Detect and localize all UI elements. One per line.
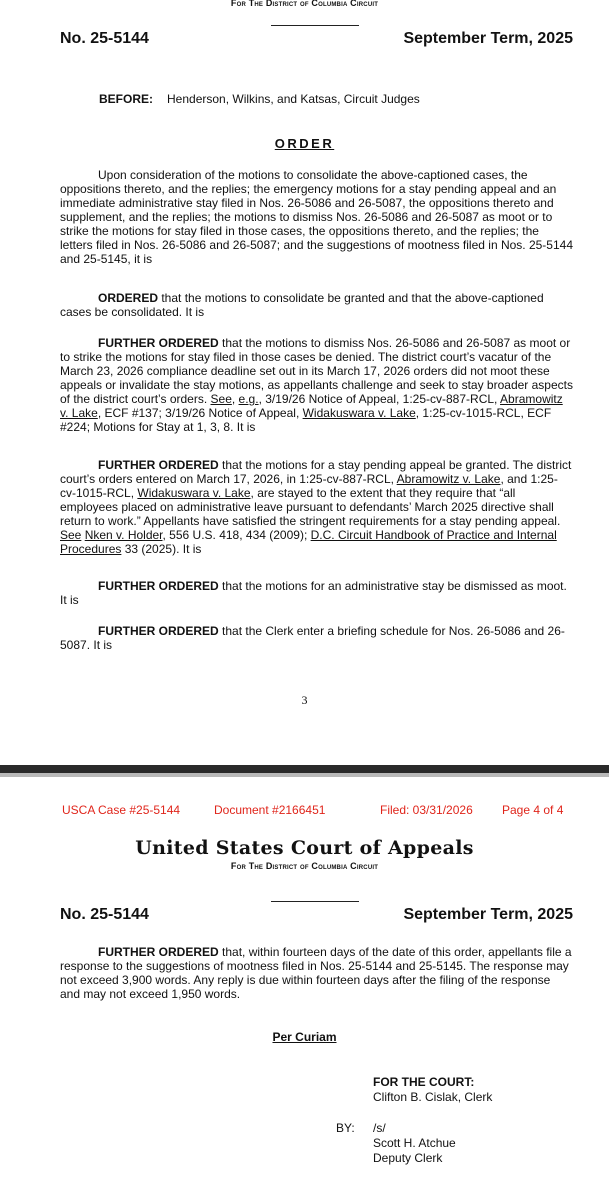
circuit-line: For The District of Columbia Circuit [230, 861, 379, 871]
page-separator [0, 765, 609, 777]
paragraph-ordered-admin-stay: FURTHER ORDERED that the motions for an administrative stay be dismissed as moot. It is [60, 579, 567, 607]
case-number: No. 25-5144 [60, 30, 149, 47]
court-title: United States Court of Appeals [135, 837, 474, 859]
paragraph-ordered-consolidate: ORDERED that the motions to consolidate be granted and that the above-captioned cases be consolidated. It is [60, 291, 544, 319]
per-curiam: Per Curiam [272, 1030, 337, 1044]
case-citation: Abramowitz v. Lake [396, 472, 501, 486]
paragraph-ordered-briefing: FURTHER ORDERED that the Clerk enter a briefing schedule for Nos. 26-5086 and 26-5087. It is [60, 624, 565, 652]
deputy-title: Deputy Clerk [373, 1151, 443, 1165]
usca-case-number: USCA Case #25-5144 [62, 803, 181, 817]
panel-judges: Henderson, Wilkins, and Katsas, Circuit Judges [167, 92, 420, 106]
circuit-line: For The District of Columbia Circuit [230, 0, 379, 8]
term: September Term, 2025 [403, 30, 573, 47]
document-page-4 [0, 790, 609, 1200]
separator-bar-dark [0, 765, 609, 773]
signature-block [373, 1075, 492, 1105]
order-title: ORDER [274, 136, 335, 151]
clerk-name: Clifton B. Cislak, Clerk [373, 1090, 493, 1104]
case-number: No. 25-5144 [60, 906, 149, 923]
page-number: 3 [301, 693, 308, 707]
term: September Term, 2025 [403, 906, 573, 923]
page-of: Page 4 of 4 [502, 803, 564, 817]
case-citation: Widakuswara v. Lake [302, 406, 416, 420]
paragraph-ordered-response: FURTHER ORDERED that, within fourteen days of the date of this order, appellants file a response to the suggestions of mootness filed in Nos. 25-5144 and 25-5145. The response may not exceed 3,900 words. Any reply is due within fourteen days after the filing of the response and may not exceed 1,950 words. [60, 945, 572, 1001]
paragraph-ordered-dismiss: FURTHER ORDERED that the motions to dismiss Nos. 26-5086 and 26-5087 as moot or to strike the motions for stay filed in those cases be denied. The district court’s vacatur of the March 23, 2026 compliance deadline set out in its March 17, 2026 orders did not moot these appeals or invalidate the stay motions, as appellants challenge and seek to stay broader aspects of the district court’s orders. See, e.g., 3/19/26 Notice of Appeal, 1:25-cv-887-RCL, Abramowitz v. Lake, ECF #137; 3/19/26 Notice of Appeal, Widakuswara v. Lake, 1:25-cv-1015-RCL, ECF #224; Motions for Stay at 1, 3, 8. It is [60, 336, 573, 434]
paragraph-ordered-stay: FURTHER ORDERED that the motions for a stay pending appeal be granted. The district court’s orders entered on March 17, 2026, in 1:25-cv-887-RCL, Abramowitz v. Lake, and 1:25-cv-1015-RCL, Widakuswara v. Lake, are stayed to the extent that they require that “all employees placed on administrative leave pursuant to defendants’ March 2025 directive shall return to work.” Appellants have satisfied the stringent requirements for a stay pending appeal. See Nken v. Holder, 556 U.S. 418, 434 (2009); D.C. Circuit Handbook of Practice and Internal Procedures 33 (2025). It is [60, 458, 572, 556]
filed-date: Filed: 03/31/2026 [380, 803, 473, 817]
signature-mark: /s/ [373, 1121, 386, 1135]
separator-bar-light [0, 773, 609, 777]
paragraph-consideration: Upon consideration of the motions to consolidate the above-captioned cases, the oppositions thereto, and the replies; the emergency motions for a stay pending appeal and an immediate administrative stay filed in Nos. 26-5086 and 26-5087, the oppositions thereto and supplement, and the replies; the motions to dismiss Nos. 26-5086 and 26-5087 as moot or to strike the motions for stay filed in those cases, the oppositions thereto, and the replies; the letters filed in Nos. 26-5086 and 26-5087; and the suggestions of mootness filed in Nos. 25-5144 and 25-5145, it is [60, 168, 573, 266]
case-header [60, 906, 573, 924]
document-number: Document #2166451 [214, 803, 326, 817]
case-citation: Nken v. Holder [84, 528, 163, 542]
deputy-name: Scott H. Atchue [373, 1136, 456, 1150]
for-the-court: FOR THE COURT: [373, 1075, 475, 1089]
header-rule [271, 901, 359, 902]
case-citation: Widakuswara v. Lake [137, 486, 251, 500]
panel-line [99, 92, 420, 106]
before-label: BEFORE: [99, 92, 153, 106]
case-header [60, 30, 573, 48]
deputy-block [373, 1121, 456, 1166]
header-rule [271, 25, 359, 26]
by-label: BY: [336, 1121, 355, 1135]
handbook-citation: D.C. Circuit Handbook of Practice and Internal Procedures [60, 528, 557, 556]
case-citation: Abramowitz v. Lake [60, 392, 563, 420]
